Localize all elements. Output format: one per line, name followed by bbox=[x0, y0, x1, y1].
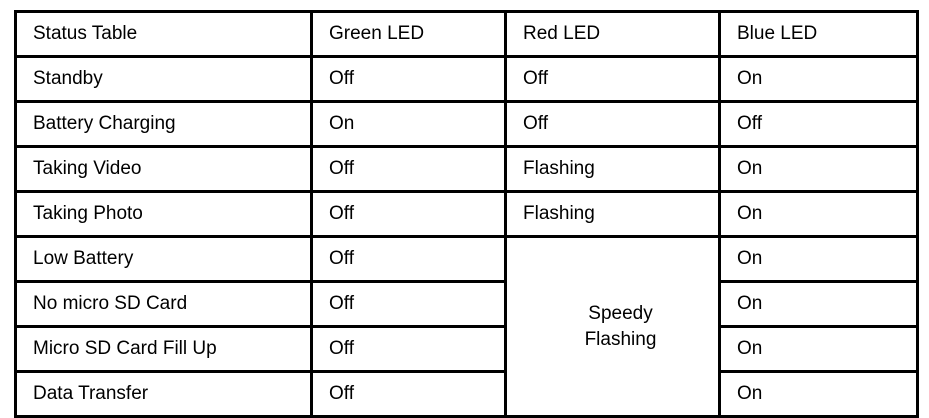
table-row bbox=[16, 237, 918, 282]
row-blue-value: On bbox=[720, 372, 918, 417]
row-green-value: Off bbox=[312, 327, 506, 372]
row-blue-value: On bbox=[720, 327, 918, 372]
table-row bbox=[16, 192, 918, 237]
row-red-value: Off bbox=[506, 102, 720, 147]
row-green-value: Off bbox=[312, 57, 506, 102]
row-status-label: Battery Charging bbox=[16, 102, 312, 147]
table-row bbox=[16, 327, 918, 372]
row-green-value: Off bbox=[312, 282, 506, 327]
status-table bbox=[14, 10, 919, 418]
table-header-row bbox=[16, 12, 918, 57]
row-red-value: Off bbox=[506, 57, 720, 102]
table-row bbox=[16, 57, 918, 102]
row-blue-value: On bbox=[720, 237, 918, 282]
row-blue-value: On bbox=[720, 192, 918, 237]
row-blue-value: On bbox=[720, 147, 918, 192]
row-status-label: Taking Video bbox=[16, 147, 312, 192]
merged-red-led-cell bbox=[506, 237, 720, 417]
row-status-label: Standby bbox=[16, 57, 312, 102]
merged-red-led-line1: Speedy bbox=[588, 302, 653, 324]
row-blue-value: On bbox=[720, 282, 918, 327]
row-blue-value: On bbox=[720, 57, 918, 102]
header-status-table: Status Table bbox=[16, 12, 312, 57]
row-status-label: Data Transfer bbox=[16, 372, 312, 417]
row-green-value: Off bbox=[312, 192, 506, 237]
header-green-led: Green LED bbox=[312, 12, 506, 57]
header-red-led: Red LED bbox=[506, 12, 720, 57]
row-status-label: Taking Photo bbox=[16, 192, 312, 237]
table-row bbox=[16, 147, 918, 192]
merged-red-led-line2: Flashing bbox=[584, 328, 657, 350]
row-green-value: Off bbox=[312, 237, 506, 282]
row-red-value: Flashing bbox=[506, 192, 720, 237]
row-blue-value: Off bbox=[720, 102, 918, 147]
row-status-label: Micro SD Card Fill Up bbox=[16, 327, 312, 372]
table-row bbox=[16, 372, 918, 417]
row-status-label: Low Battery bbox=[16, 237, 312, 282]
table-row bbox=[16, 102, 918, 147]
row-status-label: No micro SD Card bbox=[16, 282, 312, 327]
row-green-value: Off bbox=[312, 147, 506, 192]
row-green-value: On bbox=[312, 102, 506, 147]
table-row bbox=[16, 282, 918, 327]
row-green-value: Off bbox=[312, 372, 506, 417]
row-red-value: Flashing bbox=[506, 147, 720, 192]
header-blue-led: Blue LED bbox=[720, 12, 918, 57]
